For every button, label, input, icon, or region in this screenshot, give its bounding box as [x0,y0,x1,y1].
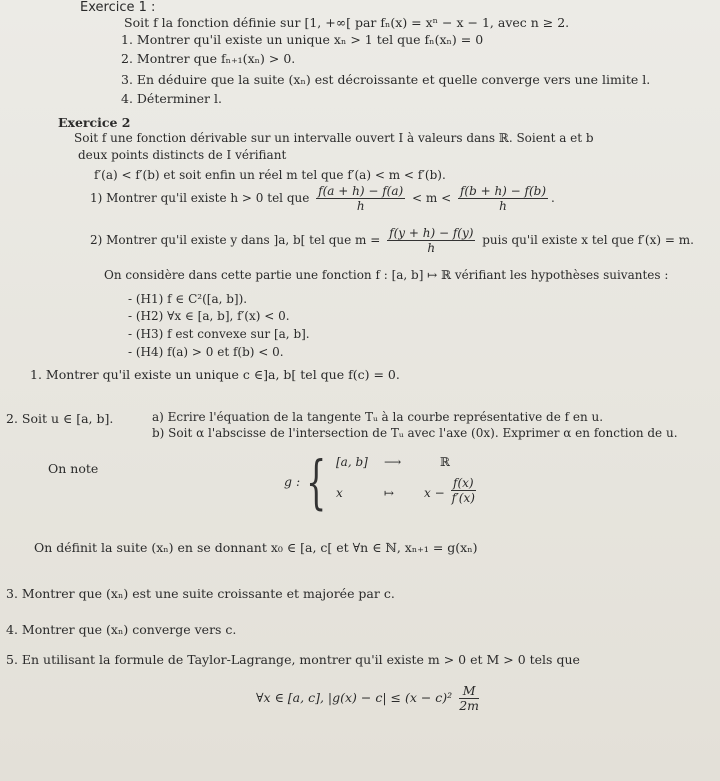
exercice2-intro-line1: Soit f une fonction dérivable sur un intervalle ouvert I à valeurs dans ℝ. Soient a et b [74,131,594,145]
hypothesis-h2: - (H2) ∀x ∈ [a, b], f′(x) < 0. [128,309,290,323]
map-variable: x [336,486,343,500]
map-maps-to: ↦ [384,486,395,500]
partie-question-5: 5. En utilisant la formule de Taylor-Lagrange, montrer qu'il existe m > 0 et M > 0 tels que [6,652,580,667]
q1-mid: < m < [412,191,452,205]
map-domain: [a, b] [336,455,368,469]
ineq-left: ∀x ∈ [a, c], |g(x) − c| ≤ (x − c)² [256,690,453,705]
hypothesis-h3: - (H3) f est convexe sur [a, b]. [128,327,310,341]
exercice1-question-1: 1. Montrer qu'il existe un unique xₙ > 1 tel que fₙ(xₙ) = 0 [121,32,484,47]
on-note-label: On note [48,461,99,476]
partie-question-2-label: 2. Soit u ∈ [a, b]. [6,411,114,426]
partie-question-4: 4. Montrer que (xₙ) converge vers c. [6,622,237,637]
q1-fraction-1 [316,184,405,213]
q1-num1: f(a + h) − f(a) [318,184,404,198]
suite-definition: On définit la suite (xₙ) en se donnant x₀ ∈ [a, c[ et ∀n ∈ ℕ, xₙ₊₁ = g(xₙ) [34,540,478,555]
partie-question-2a: a) Ecrire l'équation de la tangente Tᵤ à la courbe représentative de f en u. [152,410,604,424]
q2-prefix: 2) Montrer qu'il existe y dans ]a, b[ tel que m = [90,233,381,247]
exercice1-intro: Soit f la fonction définie sur [1, +∞[ par fₙ(x) = xⁿ − x − 1, avec n ≥ 2. [124,15,570,30]
partie-intro: On considère dans cette partie une fonction f : [a, b] ↦ ℝ vérifiant les hypothèses suivantes : [104,268,669,282]
ineq-num: M [459,684,479,699]
exercice1-question-4: 4. Déterminer l. [121,91,222,106]
map-den: f′(x) [451,491,475,505]
map-fraction [451,476,476,505]
hypothesis-h4: - (H4) f(a) > 0 et f(b) < 0. [128,345,284,359]
map-expression-left: x − [424,486,445,500]
map-arrow: ⟶ [384,455,402,469]
q2-suffix: puis qu'il existe x tel que f′(x) = m. [482,233,694,247]
q1-fraction-2 [458,184,548,213]
q1-prefix: 1) Montrer qu'il existe h > 0 tel que [90,191,310,205]
exercice2-question-2 [90,226,694,255]
exercice2-condition: f′(a) < f′(b) et soit enfin un réel m tel que f′(a) < m < f′(b). [94,168,446,182]
exercice1-title: Exercice 1 : [80,0,156,15]
exercice2-question-1 [90,184,555,213]
map-expression-fraction [448,476,479,505]
q1-den1: h [356,199,365,213]
q1-end: . [551,191,555,205]
exercice2-title: Exercice 2 [58,115,131,130]
left-brace-icon: { [306,448,327,516]
taylor-inequality [256,684,482,713]
partie-question-3: 3. Montrer que (xₙ) est une suite croissante et majorée par c. [6,586,395,601]
ineq-fraction [459,684,479,713]
q2-fraction [387,226,475,255]
map-codomain: ℝ [440,455,450,469]
q1-num2: f(b + h) − f(b) [459,184,547,198]
hypothesis-h1: - (H1) f ∈ C²([a, b]). [128,292,248,306]
exercice2-intro-line2: deux points distincts de I vérifiant [78,148,287,162]
exercice1-question-3: 3. En déduire que la suite (xₙ) est décroissante et quelle converge vers une limite l. [121,72,651,87]
ineq-den: 2m [459,698,479,713]
q1-den2: h [499,199,507,213]
q2-den: h [427,241,436,255]
exercice1-question-2: 2. Montrer que fₙ₊₁(xₙ) > 0. [121,51,296,66]
partie-question-1: 1. Montrer qu'il existe un unique c ∈]a, b[ tel que f(c) = 0. [30,367,400,382]
map-num: f(x) [453,476,474,490]
g-label: g : [284,474,301,489]
partie-question-2b: b) Soit α l'abscisse de l'intersection de Tᵤ avec l'axe (0x). Exprimer α en fonction de u. [152,426,678,440]
q2-num: f(y + h) − f(y) [389,226,474,240]
